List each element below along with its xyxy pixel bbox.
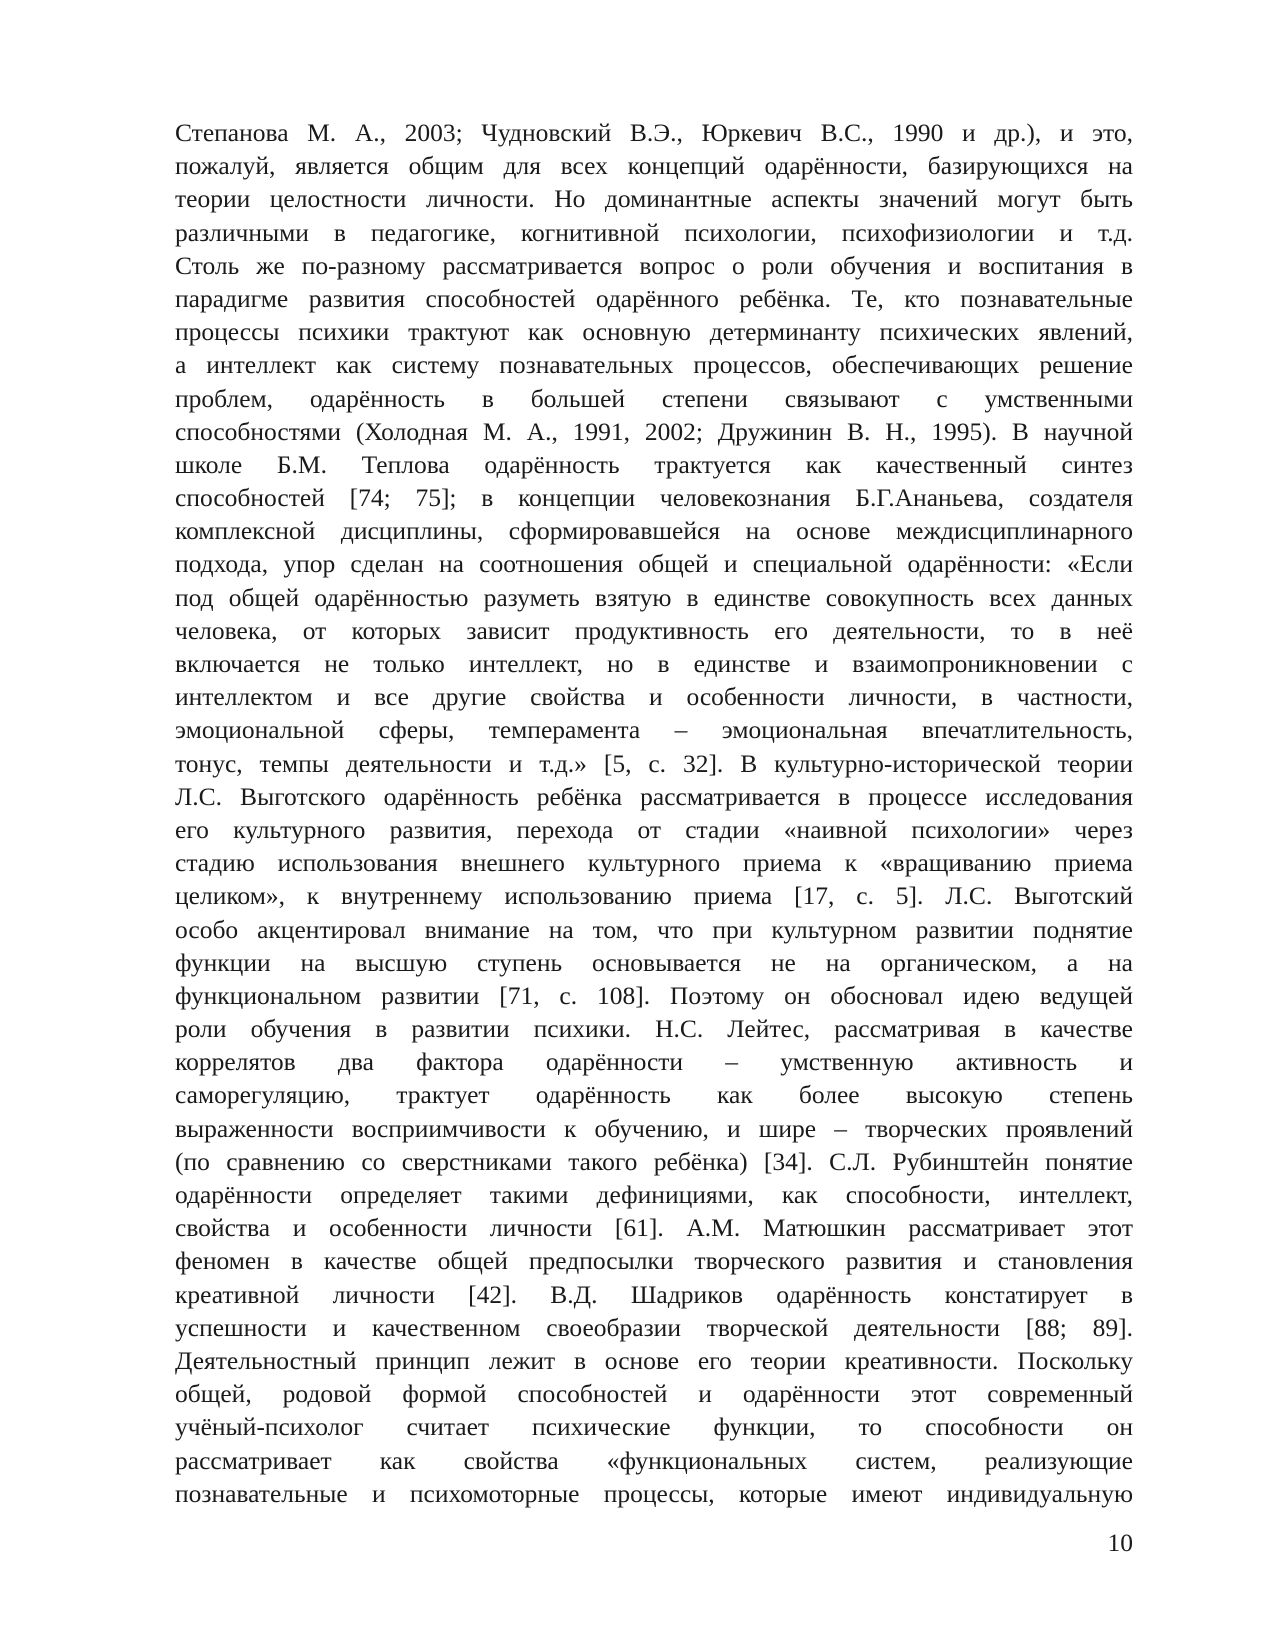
text-line: тонус, темпы деятельности и т.д.» [5, с. 32]. В культурно-исторической теории [175, 748, 1133, 778]
text-line: саморегуляцию, трактует одарённость как более высокую степень [175, 1080, 1133, 1110]
text-line: подхода, упор сделан на соотношения общей и специальной одарённости: «Если [175, 549, 1133, 579]
text-line: школе Б.М. Теплова одарённость трактуется как качественный синтез [175, 449, 1133, 479]
text-line: включается не только интеллект, но в единстве и взаимопроникновении с [175, 649, 1133, 678]
text-line: познавательные и психомоторные процессы, которые имеют индивидуальную [175, 1478, 1133, 1508]
text-line: способностями (Холодная М. А., 1991, 2002; Дружинин В. Н., 1995). В научной [175, 416, 1133, 446]
text-line: Деятельностный принцип лежит в основе его теории креативности. Поскольку [175, 1345, 1133, 1375]
text-line: а интеллект как систему познавательных процессов, обеспечивающих решение [175, 350, 1133, 380]
text-line: различными в педагогике, когнитивной психологии, психофизиологии и т.д. [175, 217, 1133, 247]
text-line: свойства и особенности личности [61]. А.М. Матюшкин рассматривает этот [175, 1213, 1133, 1243]
text-line: феномен в качестве общей предпосылки творческого развития и становления [175, 1246, 1133, 1276]
text-line: его культурного развития, перехода от стадии «наивной психологии» через [175, 814, 1133, 844]
text-line: роли обучения в развитии психики. Н.С. Лейтес, рассматривая в качестве [175, 1014, 1133, 1044]
text-line: особо акцентировал внимание на том, что при культурном развитии поднятие [175, 914, 1133, 944]
text-line: функции на высшую ступень основывается не на органическом, а на [175, 947, 1133, 977]
text-line: успешности и качественном своеобразии творческой деятельности [88; 89]. [175, 1312, 1133, 1342]
text-line: парадигме развития способностей одарённого ребёнка. Те, кто познавательные [175, 283, 1133, 313]
text-line: одарённости определяет такими дефинициями, как способности, интеллект, [175, 1180, 1133, 1209]
text-line: эмоциональной сферы, темперамента – эмоциональная впечатлительность, [175, 715, 1133, 745]
text-line: рассматривает как свойства «функциональных систем, реализующие [175, 1445, 1133, 1475]
text-line: креативной личности [42]. В.Д. Шадриков одарённость констатирует в [175, 1279, 1133, 1309]
text-line: процессы психики трактуют как основную детерминанту психических явлений, [175, 317, 1133, 347]
text-line: проблем, одарённость в большей степени связывают с умственными [175, 383, 1133, 413]
text-line: человека, от которых зависит продуктивность его деятельности, то в неё [175, 615, 1133, 645]
text-line: Столь же по-разному рассматривается вопрос о роли обучения и воспитания в [175, 250, 1133, 280]
text-line: целиком», к внутреннему использованию приема [17, с. 5]. Л.С. Выготский [175, 881, 1133, 911]
text-line: стадию использования внешнего культурного приема к «вращиванию приема [175, 848, 1133, 878]
text-line: коррелятов два фактора одарённости – умственную активность и [175, 1047, 1133, 1077]
text-line: способностей [74; 75]; в концепции человекознания Б.Г.Ананьева, создателя [175, 483, 1133, 513]
text-line: пожалуй, является общим для всех концепций одарённости, базирующихся на [175, 151, 1133, 181]
text-line: под общей одарённостью разуметь взятую в единстве совокупность всех данных [175, 582, 1133, 612]
document-body [175, 116, 1133, 1510]
text-line: общей, родовой формой способностей и одарённости этот современный [175, 1379, 1133, 1409]
text-line: учёный-психолог считает психические функции, то способности он [175, 1412, 1133, 1442]
text-line: Степанова М. А., 2003; Чудновский В.Э., Юркевич В.С., 1990 и др.), и это, [175, 118, 1133, 147]
text-line: выраженности восприимчивости к обучению, и шире – творческих проявлений [175, 1113, 1133, 1143]
text-line: (по сравнению со сверстниками такого ребёнка) [34]. С.Л. Рубинштейн понятие [175, 1146, 1133, 1176]
text-line: интеллектом и все другие свойства и особенности личности, в частности, [175, 682, 1133, 712]
text-line: теории целостности личности. Но доминантные аспекты значений могут быть [175, 184, 1133, 214]
page-number: 10 [1107, 1528, 1133, 1557]
text-line: функциональном развитии [71, с. 108]. Поэтому он обосновал идею ведущей [175, 980, 1133, 1010]
text-line: комплексной дисциплины, сформировавшейся на основе междисциплинарного [175, 516, 1133, 546]
text-line: Л.С. Выготского одарённость ребёнка рассматривается в процессе исследования [175, 781, 1133, 811]
